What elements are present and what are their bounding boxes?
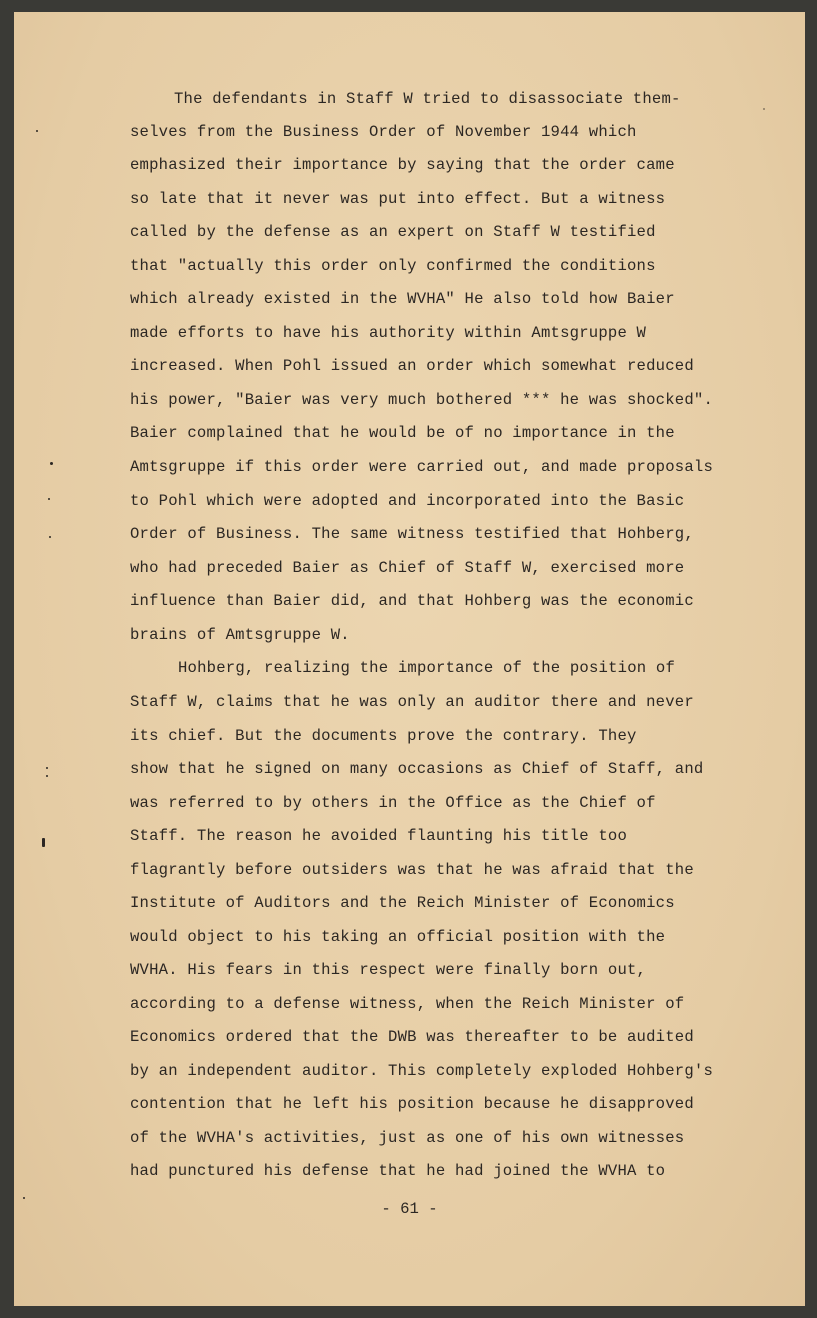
text-line: flagrantly before outsiders was that he was afraid that the xyxy=(130,861,694,879)
margin-speck xyxy=(50,462,53,465)
text-line: called by the defense as an expert on Staff W testified xyxy=(130,223,656,241)
text-line: show that he signed on many occasions as Chief of Staff, and xyxy=(130,760,704,778)
text-line: Economics ordered that the DWB was thereafter to be audited xyxy=(130,1028,694,1046)
page-number: - 61 - xyxy=(381,1200,438,1218)
document-page xyxy=(14,12,805,1306)
text-line: WVHA. His fears in this respect were finally born out, xyxy=(130,961,647,979)
text-line: Order of Business. The same witness testified that Hohberg, xyxy=(130,525,694,543)
text-line: who had preceded Baier as Chief of Staff W, exercised more xyxy=(130,559,685,577)
text-line: influence than Baier did, and that Hohberg was the economic xyxy=(130,592,694,610)
margin-speck xyxy=(49,536,51,538)
text-line: his power, "Baier was very much bothered *** he was shocked". xyxy=(130,391,714,409)
text-line: made efforts to have his authority within Amtsgruppe W xyxy=(130,324,647,342)
text-line: its chief. But the documents prove the contrary. They xyxy=(130,727,637,745)
text-line: contention that he left his position because he disapproved xyxy=(130,1095,694,1113)
text-line: by an independent auditor. This completely exploded Hohberg's xyxy=(130,1062,714,1080)
margin-speck xyxy=(42,838,45,847)
text-line: would object to his taking an official position with the xyxy=(130,928,666,946)
margin-speck xyxy=(763,108,765,110)
margin-speck xyxy=(46,767,48,769)
text-line: Staff. The reason he avoided flaunting his title too xyxy=(130,827,628,845)
text-line: that "actually this order only confirmed the conditions xyxy=(130,257,656,275)
text-line: of the WVHA's activities, just as one of his own witnesses xyxy=(130,1129,685,1147)
text-line: was referred to by others in the Office as the Chief of xyxy=(130,794,656,812)
text-line: The defendants in Staff W tried to disassociate them- xyxy=(174,90,681,108)
text-line: Staff W, claims that he was only an auditor there and never xyxy=(130,693,694,711)
margin-speck xyxy=(48,498,50,500)
text-line: emphasized their importance by saying that the order came xyxy=(130,156,675,174)
text-line: selves from the Business Order of November 1944 which xyxy=(130,123,637,141)
text-line: had punctured his defense that he had joined the WVHA to xyxy=(130,1162,666,1180)
text-line: Hohberg, realizing the importance of the position of xyxy=(178,659,676,677)
text-line: Amtsgruppe if this order were carried out, and made proposals xyxy=(130,458,714,476)
text-line: so late that it never was put into effect. But a witness xyxy=(130,190,666,208)
text-line: which already existed in the WVHA" He also told how Baier xyxy=(130,290,675,308)
text-line: to Pohl which were adopted and incorporated into the Basic xyxy=(130,492,685,510)
margin-speck xyxy=(46,775,48,777)
text-line: Institute of Auditors and the Reich Minister of Economics xyxy=(130,894,675,912)
margin-speck xyxy=(36,130,38,132)
text-line: increased. When Pohl issued an order which somewhat reduced xyxy=(130,357,694,375)
text-line: brains of Amtsgruppe W. xyxy=(130,626,350,644)
text-line: Baier complained that he would be of no importance in the xyxy=(130,424,675,442)
text-line: according to a defense witness, when the Reich Minister of xyxy=(130,995,685,1013)
margin-speck xyxy=(23,1197,25,1199)
